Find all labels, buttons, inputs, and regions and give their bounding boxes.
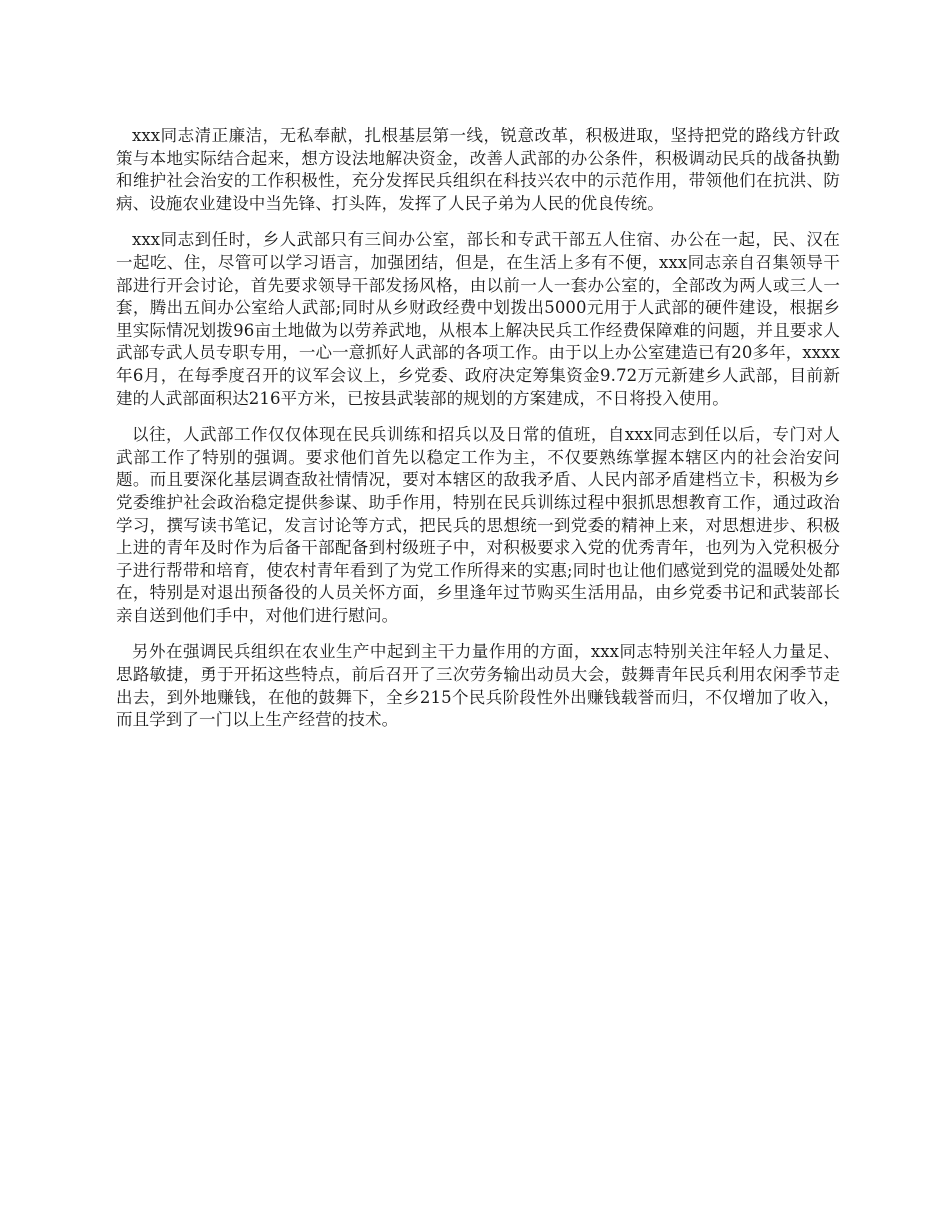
- document-body: [116, 125, 840, 746]
- paragraph-2: xxx同志到任时，乡人武部只有三间办公室，部长和专武干部五人住宿、办公在一起，民、汉在一起吃、住，尽管可以学习语言，加强团结，但是，在生活上多有不便，xxx同志亲自召集领导干部进行开会讨论，首先要求领导干部发扬风格，由以前一人一套办公室的，全部改为两人或三人一套，腾出五间办公室给人武部;同时从乡财政经费中划拨出5000元用于人武部的硬件建设，根据乡里实际情况划拨96亩土地做为以劳养武地，从根本上解决民兵工作经费保障难的问题，并且要求人武部专武人员专职专用，一心一意抓好人武部的各项工作。由于以上办公室建造已有20多年，xxxx年6月，在每季度召开的议军会议上，乡党委、政府决定筹集资金9.72万元新建乡人武部，目前新建的人武部面积达216平方米，已按县武装部的规划的方案建成，不日将投入使用。: [116, 230, 840, 408]
- paragraph-4: 另外在强调民兵组织在农业生产中起到主干力量作用的方面，xxx同志特别关注年轻人力量足、思路敏捷，勇于开拓这些特点，前后召开了三次劳务输出动员大会，鼓舞青年民兵利用农闲季节走出去，到外地赚钱，在他的鼓舞下，全乡215个民兵阶段性外出赚钱载誉而归，不仅增加了收入，而且学到了一门以上生产经营的技术。: [116, 642, 840, 730]
- paragraph-3: 以往，人武部工作仅仅体现在民兵训练和招兵以及日常的值班，自xxx同志到任以后，专门对人武部工作了特别的强调。要求他们首先以稳定工作为主，不仅要熟练掌握本辖区内的社会治安问题。而且要深化基层调查敌社情情况，要对本辖区的敌我矛盾、人民内部矛盾建档立卡，积极为乡党委维护社会政治稳定提供参谋、助手作用，特别在民兵训练过程中狠抓思想教育工作，通过政治学习，撰写读书笔记，发言讨论等方式，把民兵的思想统一到党委的精神上来，对思想进步、积极上进的青年及时作为后备干部配备到村级班子中，对积极要求入党的优秀青年，也列为入党积极分子进行帮带和培育，使农村青年看到了为党工作所得来的实惠;同时也让他们感觉到党的温暖处处都在，特别是对退出预备役的人员关怀方面，乡里逢年过节购买生活用品，由乡党委书记和武装部长亲自送到他们手中，对他们进行慰问。: [116, 425, 840, 625]
- paragraph-1: xxx同志清正廉洁，无私奉献，扎根基层第一线，锐意改革，积极进取，坚持把党的路线方针政策与本地实际结合起来，想方设法地解决资金，改善人武部的办公条件，积极调动民兵的战备执勤和维护社会治安的工作积极性，充分发挥民兵组织在科技兴农中的示范作用，带领他们在抗洪、防病、设施农业建设中当先锋、打头阵，发挥了人民子弟为人民的优良传统。: [116, 126, 840, 213]
